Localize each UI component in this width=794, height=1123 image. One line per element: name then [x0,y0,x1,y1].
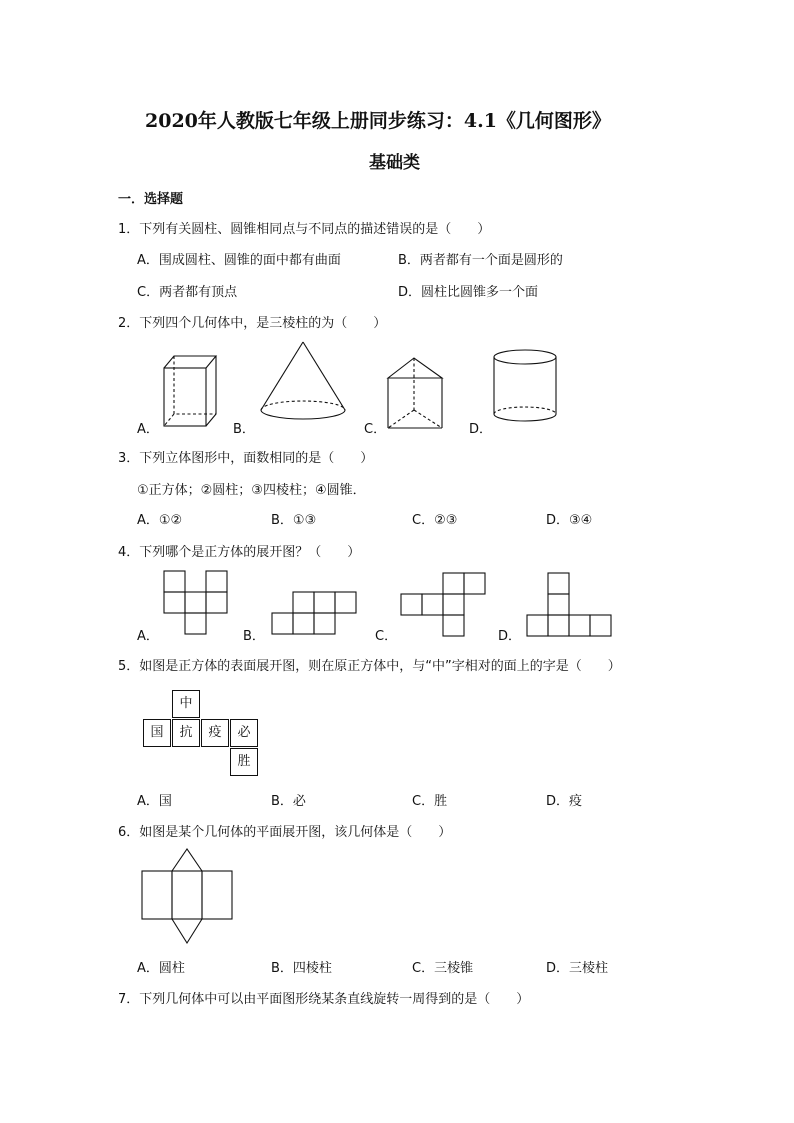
question-3-option-a[interactable]: A．①② [137,513,183,528]
rectangular-prism-figure [160,352,220,432]
question-1-option-c[interactable]: C．两者都有顶点 [137,285,238,300]
triangular-prism-figure [386,354,448,434]
cube-net-c-figure [401,573,487,639]
triangular-prism-net-figure [142,847,236,947]
question-4-option-c[interactable]: C． [375,629,398,644]
question-4-stem: 4．下列哪个是正方体的展开图？（ ） [118,545,361,560]
question-2-option-b[interactable]: B． [233,422,255,437]
net-cell-kang: 抗 [172,719,200,747]
question-5-option-c[interactable]: C．胜 [412,794,448,809]
cube-net-b-figure [272,592,360,638]
question-6-option-a[interactable]: A．圆柱 [137,961,185,976]
question-4-option-b[interactable]: B． [243,629,265,644]
question-3-option-c[interactable]: C．②③ [412,513,458,528]
question-3-note: ①正方体；②圆柱；③四棱柱；④圆锥． [137,483,366,498]
question-1-option-a[interactable]: A．围成圆柱、圆锥的面中都有曲面 [137,253,341,268]
question-3-option-b[interactable]: B．①③ [271,513,317,528]
question-4-option-d[interactable]: D． [498,629,522,644]
question-6-stem: 6．如图是某个几何体的平面展开图，该几何体是（ ） [118,825,452,840]
question-2-option-c[interactable]: C． [364,422,387,437]
section-heading: 一．选择题 [118,192,184,207]
cube-net-diagram [143,690,259,776]
question-3-option-d[interactable]: D．③④ [546,513,593,528]
question-3-stem: 3．下列立体图形中，面数相同的是（ ） [118,451,374,466]
question-1-stem: 1．下列有关圆柱、圆锥相同点与不同点的描述错误的是（ ） [118,222,491,237]
question-6-option-b[interactable]: B．四棱柱 [271,961,332,976]
net-cell-yi: 疫 [201,719,229,747]
cube-net-a-figure [164,571,230,637]
cube-net-d-figure [527,573,615,639]
question-4-option-a[interactable]: A． [137,629,159,644]
page-title: 2020年人教版七年级上册同步练习：4.1《几何图形》 [145,110,611,132]
cylinder-figure [492,348,562,430]
net-cell-zhong: 中 [172,690,200,718]
page-subtitle: 基础类 [369,153,420,173]
question-5-option-b[interactable]: B．必 [271,794,306,809]
question-6-option-d[interactable]: D．三棱柱 [546,961,609,976]
question-1-option-d[interactable]: D．圆柱比圆锥多一个面 [398,285,539,300]
question-2-option-d[interactable]: D． [469,422,493,437]
question-5-option-a[interactable]: A．国 [137,794,172,809]
question-6-option-c[interactable]: C．三棱锥 [412,961,474,976]
question-2-option-a[interactable]: A． [137,422,159,437]
question-2-stem: 2．下列四个几何体中，是三棱柱的为（ ） [118,316,387,331]
question-5-option-d[interactable]: D．疫 [546,794,583,809]
question-1-option-b[interactable]: B．两者都有一个面是圆形的 [398,253,563,268]
net-cell-guo: 国 [143,719,171,747]
cone-figure [258,340,348,430]
question-5-stem: 5．如图是正方体的表面展开图，则在原正方体中，与“中”字相对的面上的字是（ ） [118,659,621,674]
net-cell-sheng: 胜 [230,748,258,776]
net-cell-bi: 必 [230,719,258,747]
question-7-stem: 7．下列几何体中可以由平面图形绕某条直线旋转一周得到的是（ ） [118,992,530,1007]
